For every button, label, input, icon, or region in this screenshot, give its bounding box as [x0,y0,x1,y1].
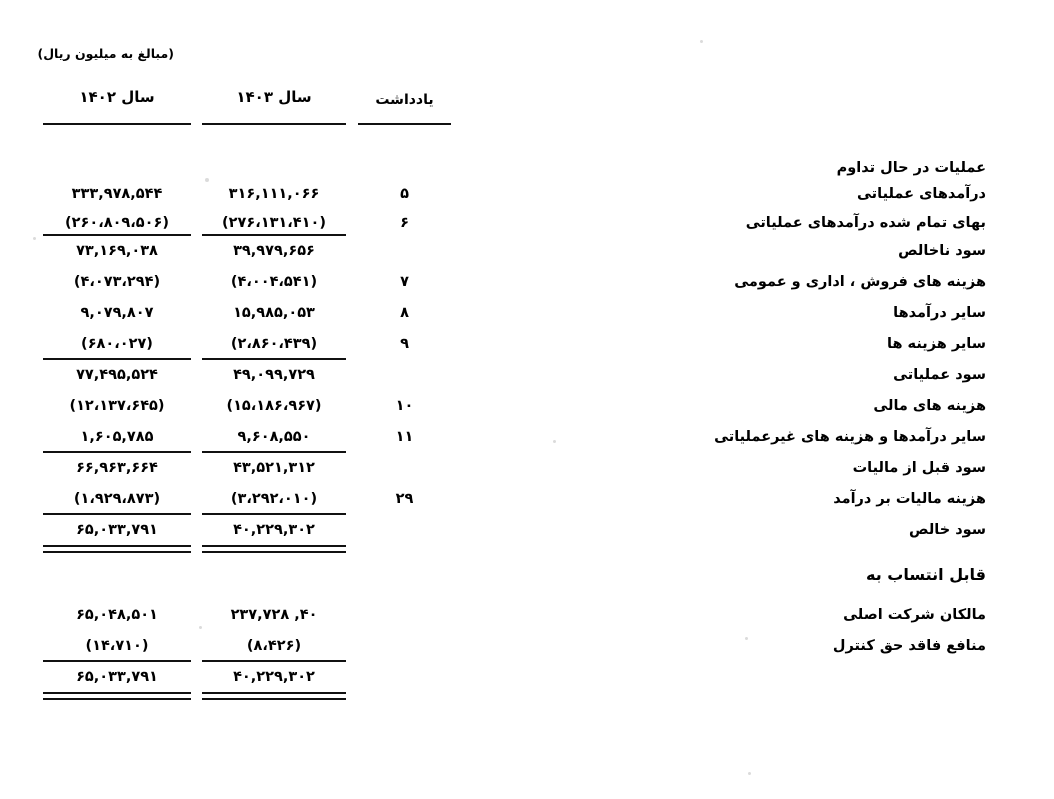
column-header-year-curr: سال ۱۴۰۳ [236,88,312,106]
table-row-total [0,669,1054,700]
table-row [0,607,1054,638]
subtotal-rule-year-curr [202,234,346,236]
row-label: درآمدهای عملیاتی [857,186,986,202]
row-label: سود ناخالص [898,243,986,259]
subtotal-rule-year-prev [43,513,191,515]
table-row-subtotal [0,460,1054,491]
total-double-rule-year-prev [43,545,191,553]
row-value-year-curr: ۳۹,۹۷۹,۶۵۶ [233,243,315,259]
table-row [0,215,1054,244]
row-label: هزینه های فروش ، اداری و عمومی [734,274,986,290]
subtotal-rule-year-prev [43,358,191,360]
row-label: سایر هزینه ها [887,336,986,352]
row-label: هزینه مالیات بر درآمد [833,491,986,507]
subtotal-rule-year-prev [43,660,191,662]
row-value-year-prev: ۱,۶۰۵,۷۸۵ [80,429,154,445]
header-rule-year-prev [43,123,191,125]
row-note: ۹ [400,336,409,352]
row-value-year-prev: ۷۳,۱۶۹,۰۳۸ [76,243,158,259]
row-value-year-prev: (۱۲،۱۳۷،۶۴۵) [69,398,165,414]
row-value-year-prev: (۱۴،۷۱۰) [85,638,149,654]
row-note: ۵ [400,186,409,202]
row-value-year-curr: (۱۵،۱۸۶،۹۶۷) [226,398,322,414]
row-value-year-curr: (۸،۴۲۶) [246,638,302,654]
row-note: ۷ [400,274,409,290]
subtotal-rule-year-prev [43,234,191,236]
row-value-year-prev: (۱،۹۲۹،۸۷۳) [73,491,161,507]
table-row-subtotal [0,243,1054,274]
row-label: بهای تمام شده درآمدهای عملیاتی [745,214,986,231]
row-label: سود قبل از مالیات [852,460,986,476]
statement-body [0,160,1054,700]
currency-note: (مبالغ به میلیون ریال) [37,46,174,61]
total-double-rule-year-curr [202,545,346,553]
row-value-year-curr: ۴۹,۰۹۹,۷۲۹ [233,367,315,383]
scan-speck [748,772,751,775]
row-label: سایر درآمدها و هزینه های غیرعملیاتی [714,429,986,445]
table-row-total [0,522,1054,553]
subtotal-rule-year-curr [202,451,346,453]
header-rule-year-curr [202,123,346,125]
section-title-continuing-operations: عملیات در حال تداوم [836,160,986,176]
row-note: ۸ [400,305,409,321]
column-header-note: یادداشت [375,92,434,108]
subtotal-rule-year-curr [202,660,346,662]
row-value-year-prev: ۶۵,۰۴۸,۵۰۱ [76,607,158,623]
row-label: هزینه های مالی [873,398,986,414]
table-row [0,186,1054,215]
column-header-year-prev: سال ۱۴۰۲ [79,88,155,106]
row-value-year-curr: ۴۳,۵۲۱,۳۱۲ [233,460,315,476]
row-value-year-prev: ۷۷,۴۹۵,۵۲۴ [76,367,158,383]
total-value-year-curr: ۴۰,۲۲۹,۳۰۲ [233,669,315,685]
row-label: منافع فاقد حق کنترل [832,638,986,654]
row-label: سود خالص [909,522,986,538]
row-value-year-curr: (۳،۲۹۲،۰۱۰) [230,491,318,507]
row-value-year-curr: (۲۷۶،۱۳۱،۴۱۰) [222,214,326,231]
subtotal-rule-year-prev [43,451,191,453]
section-header-row [0,160,1054,186]
table-row [0,638,1054,669]
total-double-rule-year-curr [202,692,346,700]
row-label: مالکان شرکت اصلی [843,607,986,623]
row-note: ۱۱ [395,429,414,445]
total-value-year-prev: ۶۵,۰۳۳,۷۹۱ [76,669,158,685]
row-value-year-prev: ۹,۰۷۹,۸۰۷ [80,305,154,321]
row-note: ۲۹ [395,491,414,507]
row-value-year-prev: ۶۵,۰۳۳,۷۹۱ [76,522,158,538]
row-value-year-curr: ۴۰, ۲۳۷,۷۲۸ [230,607,318,623]
row-value-year-prev: ۳۳۳,۹۷۸,۵۴۴ [71,186,163,202]
table-row [0,274,1054,305]
table-row [0,491,1054,522]
scan-speck [700,40,703,43]
row-note: ۱۰ [395,398,414,414]
header-rule-note [358,123,451,125]
row-value-year-prev: ۶۶,۹۶۳,۶۶۴ [76,460,158,476]
table-row [0,429,1054,460]
row-value-year-curr: (۴،۰۰۴،۵۴۱) [230,274,318,290]
section-title-attributable-to: قابل انتساب به [865,565,986,584]
row-value-year-prev: (۴،۰۷۳،۲۹۴) [73,274,161,290]
table-row [0,398,1054,429]
scan-artifact-top [430,4,790,20]
row-note: ۶ [400,214,409,231]
row-value-year-curr: ۳۱۶,۱۱۱,۰۶۶ [228,186,320,202]
table-row-subtotal [0,367,1054,398]
row-value-year-curr: ۱۵,۹۸۵,۰۵۳ [233,305,315,321]
row-value-year-curr: ۹,۶۰۸,۵۵۰ [237,429,311,445]
subtotal-rule-year-curr [202,358,346,360]
row-value-year-curr: (۲،۸۶۰،۴۳۹) [230,336,318,352]
row-label: سود عملیاتی [893,367,986,383]
row-label: سایر درآمدها [893,305,986,321]
row-value-year-prev: (۶۸۰،۰۲۷) [81,336,153,352]
section-header-row [0,553,1054,587]
row-value-year-curr: ۴۰,۲۲۹,۳۰۲ [233,522,315,538]
subtotal-rule-year-curr [202,513,346,515]
table-row [0,336,1054,367]
row-value-year-prev: (۲۶۰،۸۰۹،۵۰۶) [65,214,169,231]
table-row [0,305,1054,336]
total-double-rule-year-prev [43,692,191,700]
